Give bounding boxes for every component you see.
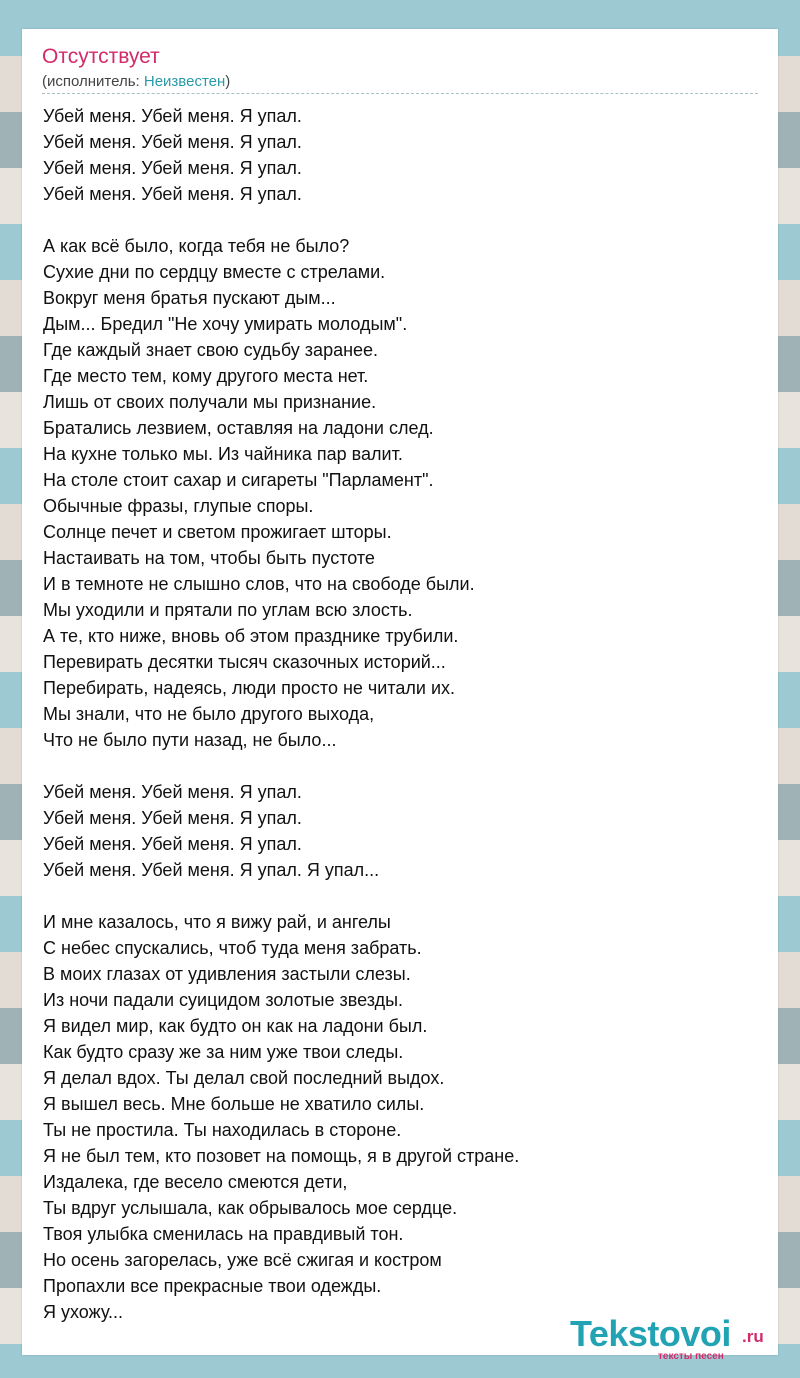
lyrics-line: Перевирать десятки тысяч сказочных историй... <box>43 652 446 672</box>
lyrics-stanza <box>43 233 743 753</box>
lyrics-line: А как всё было, когда тебя не было? <box>43 236 350 256</box>
lyrics-line: Перебирать, надеясь, люди просто не читали их. <box>43 678 456 698</box>
lyrics-line: Вокруг меня братья пускают дым... <box>43 288 336 308</box>
lyrics-line: Издалека, где весело смеются дети, <box>43 1172 348 1192</box>
lyrics-line: Настаивать на том, чтобы быть пустоте <box>43 548 375 568</box>
lyrics-line: Как будто сразу же за ним уже твои следы. <box>43 1042 404 1062</box>
lyrics-body <box>43 103 743 1325</box>
lyrics-line: Мы уходили и прятали по углам всю злость. <box>43 600 413 620</box>
lyrics-line: Где место тем, кому другого места нет. <box>43 366 369 386</box>
lyrics-line: Я видел мир, как будто он как на ладони был. <box>43 1016 428 1036</box>
artist-prefix: (исполнитель: <box>42 73 144 90</box>
logo-tagline: тексты песен <box>658 1351 724 1362</box>
logo-tld: .ru <box>742 1327 764 1346</box>
lyrics-line: Из ночи падали суицидом золотые звезды. <box>43 990 404 1010</box>
lyrics-line: А те, кто ниже, вновь об этом празднике трубили. <box>43 626 459 646</box>
lyrics-line: Ты вдруг услышала, как обрывалось мое сердце. <box>43 1198 458 1218</box>
logo-name: Tekstovoi <box>570 1313 731 1354</box>
lyrics-line: На столе стоит сахар и сигареты "Парламент". <box>43 470 434 490</box>
lyrics-line: Солнце печет и светом прожигает шторы. <box>43 522 392 542</box>
lyrics-line: И в темноте не слышно слов, что на свободе были. <box>43 574 475 594</box>
lyrics-line: С небес спускались, чтоб туда меня забрать. <box>43 938 422 958</box>
lyrics-stanza <box>43 909 743 1325</box>
lyrics-line: Я вышел весь. Мне больше не хватило силы. <box>43 1094 425 1114</box>
lyrics-stanza <box>43 103 743 207</box>
song-title: Отсутствует <box>42 45 160 68</box>
lyrics-line: Что не было пути назад, не было... <box>43 730 337 750</box>
lyrics-line: Убей меня. Убей меня. Я упал. <box>43 106 302 126</box>
lyrics-line: Убей меня. Убей меня. Я упал. <box>43 158 302 178</box>
lyrics-line: Пропахли все прекрасные твои одежды. <box>43 1276 382 1296</box>
lyrics-line: Обычные фразы, глупые споры. <box>43 496 314 516</box>
artist-suffix: ) <box>225 73 231 90</box>
lyrics-line: И мне казалось, что я вижу рай, и ангелы <box>43 912 391 932</box>
lyrics-line: Убей меня. Убей меня. Я упал. <box>43 184 302 204</box>
lyrics-line: На кухне только мы. Из чайника пар валит. <box>43 444 403 464</box>
lyrics-line: Ты не простила. Ты находилась в стороне. <box>43 1120 402 1140</box>
site-logo[interactable] <box>570 1313 770 1364</box>
lyrics-line: Убей меня. Убей меня. Я упал. Я упал... <box>43 860 380 880</box>
lyrics-line: В моих глазах от удивления застыли слезы. <box>43 964 411 984</box>
lyrics-line: Я не был тем, кто позовет на помощь, я в другой стране. <box>43 1146 520 1166</box>
lyrics-line: Твоя улыбка сменилась на правдивый тон. <box>43 1224 404 1244</box>
lyrics-line: Лишь от своих получали мы признание. <box>43 392 377 412</box>
lyrics-line: Мы знали, что не было другого выхода, <box>43 704 375 724</box>
lyrics-line: Убей меня. Убей меня. Я упал. <box>43 132 302 152</box>
artist-link[interactable]: Неизвестен <box>143 73 226 90</box>
lyrics-card <box>22 29 778 1362</box>
lyrics-line: Но осень загорелась, уже всё сжигая и костром <box>43 1250 442 1270</box>
lyrics-line: Сухие дни по сердцу вместе с стрелами. <box>43 262 386 282</box>
lyrics-stanza <box>43 779 743 883</box>
lyrics-line: Убей меня. Убей меня. Я упал. <box>43 782 302 802</box>
lyrics-line: Убей меня. Убей меня. Я упал. <box>43 808 302 828</box>
artist-line <box>42 73 230 91</box>
lyrics-line: Где каждый знает свою судьбу заранее. <box>43 340 379 360</box>
lyrics-line: Я делал вдох. Ты делал свой последний выдох. <box>43 1068 445 1088</box>
lyrics-line: Я ухожу... <box>43 1302 124 1322</box>
lyrics-line: Братались лезвием, оставляя на ладони след. <box>43 418 434 438</box>
lyrics-line: Дым... Бредил "Не хочу умирать молодым". <box>43 314 408 334</box>
lyrics-line: Убей меня. Убей меня. Я упал. <box>43 834 302 854</box>
header-divider <box>42 93 758 94</box>
